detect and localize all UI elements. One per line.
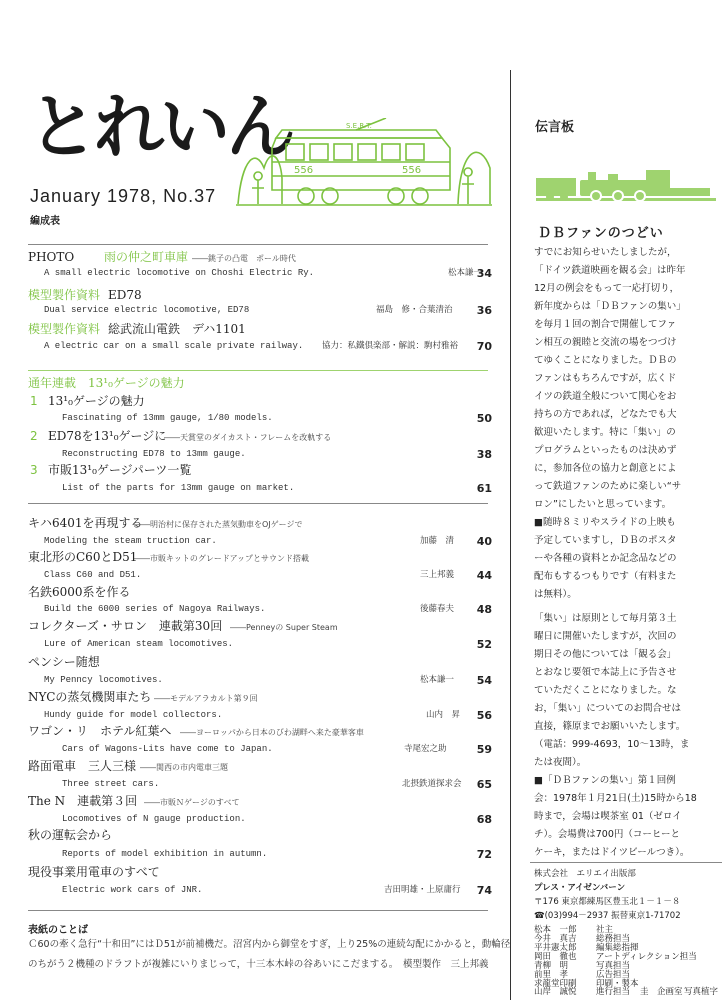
serial-heading: 通年連載 13¹₀ゲージの魅力 (28, 376, 185, 390)
sidebar-line: 会：1978年１月21日(土)15時から18 (534, 793, 697, 804)
divider (28, 910, 488, 911)
serial-english: List of the parts for 13mm gauge on market. (62, 483, 295, 493)
staff-role: 広告担当 (596, 970, 631, 980)
serial-subtitle: ――天賞堂のダイカスト・フレームを改軌する (164, 433, 332, 442)
article-english: Locomotives of N gauge production. (62, 814, 246, 824)
staff-role: 印刷・製本 (596, 979, 639, 989)
serial-number: 3 (30, 463, 38, 477)
entry-author: 松本謙一 (448, 268, 483, 278)
contents-heading: 編成表 (30, 216, 60, 227)
sidebar-line: 「集い」は原則として毎月第３土 (534, 613, 677, 624)
article-title: 東北形のC60とD51 (28, 550, 138, 564)
sidebar-line: ■随時８ミリやスライドの上映も (534, 517, 676, 528)
cover-note-line: のちがう２機種のドラフトが複雑にいりまじって，十三本木峠の谷あいにこだまする。 模型製作 三上邦義 (28, 959, 489, 970)
sidebar-line: 配布もするつもりです（有料また (534, 571, 677, 582)
article-subtitle: ――市販キットのグレードアップとサウンド搭載 (134, 554, 310, 563)
entry-english: Dual service electric locomotive, ED78 (44, 305, 250, 315)
sidebar-line: 新年度からは「ＤＢファンの集い」 (534, 301, 686, 312)
article-english: Hundy guide for model collectors. (44, 710, 223, 720)
article-page: 56 (476, 709, 492, 722)
divider (28, 244, 488, 245)
sidebar-line: とおなじ要領で本誌上に予告させ (534, 667, 677, 678)
locomotive-icon (536, 164, 716, 204)
article-title: キハ6401を再現する (28, 516, 143, 530)
sidebar-line: 歓迎いたします。特に「集い」の (534, 427, 676, 438)
sidebar-title: 伝言板 (535, 120, 575, 135)
entry-author: 福島 修・合葉清治 (376, 305, 453, 315)
article-author: 松本謙一 (420, 675, 455, 685)
article-page: 65 (476, 778, 492, 791)
sidebar-line: ファンはもちろんですが，広くド (534, 373, 677, 384)
serial-english: Reconstructing ED78 to 13mm gauge. (62, 449, 246, 459)
sidebar-line: すでにお知らせいたしましたが， (534, 247, 677, 258)
entry-label: 模型製作資料 (28, 322, 101, 336)
article-title: 現役事業用電車のすべて (28, 865, 160, 879)
staff-role: アートディレクション担当 (596, 952, 697, 962)
staff-role: 編集総指揮 (596, 943, 639, 953)
entry-subtitle: ――銚子の凸電 ポール時代 (192, 254, 296, 263)
staff-role: 社主 (596, 925, 614, 935)
article-english: Build the 6000 series of Nagoya Railways. (44, 604, 266, 614)
column-divider (510, 70, 511, 1000)
cover-note-line: Ｃ60の牽く急行“十和田”にはＤ51が前補機だ。沼宮内から御堂をすぎ，上り25%の連続勾配にかかると，動輪径 (28, 939, 511, 950)
staff-name: 圭 企画室 (640, 987, 683, 997)
sidebar-line: ケーキ，またはドイツビールつき）。 (534, 847, 690, 858)
cover-note-title: 表紙のことば (28, 925, 88, 936)
article-english: Three street cars. (62, 779, 160, 789)
article-author: 後藤春夫 (420, 604, 455, 614)
sidebar-line: お，「集い」についてのお問合せは (534, 703, 682, 714)
article-page: 44 (476, 569, 492, 582)
sidebar-line: チ）。会場費は700円（コーヒーと (534, 829, 681, 840)
sidebar-line: プログラムといったものは決めず (534, 445, 677, 456)
staff-name: 山岸 誠悦 (534, 987, 577, 997)
article-english: Modeling the steam truction car. (44, 536, 217, 546)
sidebar-line: は無料）。 (534, 589, 577, 600)
article-author: 寺尾宏之助 (404, 744, 447, 754)
sidebar-line: 予定していますし，ＤＢのポスタ (534, 535, 677, 546)
article-author: 吉田明雄・上原庸行 (384, 885, 461, 895)
article-author: 北摂鉄道探求会 (402, 779, 462, 789)
staff-name: 平井憲太郎 (534, 943, 577, 953)
article-title: ペンシー随想 (28, 655, 100, 669)
sidebar-line: てゆくことになりました。ＤＢの (534, 355, 677, 366)
staff-name: 前里 孝 (534, 970, 569, 980)
article-subtitle: ――市販Ｎゲージのすべて (144, 798, 240, 807)
article-title: The N 連載第３回 (28, 794, 138, 808)
sidebar-line: に，参加各位の協力と創意とによ (534, 463, 677, 474)
article-page: 48 (476, 603, 492, 616)
entry-author: 協力：私鐵倶楽部・解説：駒村雅裕 (322, 341, 459, 351)
staff-role: 進行担当 (596, 987, 631, 997)
article-title: 秋の運転会から (28, 828, 113, 842)
divider (28, 503, 488, 504)
article-author: 加藤 清 (420, 536, 455, 546)
article-title: ワゴン・リ ホテル紅葉へ (28, 724, 172, 738)
entry-english: A electric car on a small scale private railway. (44, 341, 304, 351)
article-page: 40 (476, 535, 492, 548)
sidebar-line: 12月の例会をもって一応打切り， (534, 283, 680, 294)
article-title: 路面電車 三人三様 (28, 759, 137, 773)
article-subtitle: ――Penneyの Super Steam (230, 623, 338, 632)
sidebar-line: ていただくことになりました。な (534, 685, 677, 696)
article-page: 59 (476, 743, 492, 756)
sidebar-line: って鉄道ファンのために楽しい“サ (534, 481, 682, 492)
serial-english: Fascinating of 13mm gauge, 1/80 models. (62, 413, 273, 423)
staff-name: 青柳 明 (534, 961, 569, 971)
sidebar-line: ロン”にしたいと思っています。 (534, 499, 672, 510)
tram-number-left: 556 (294, 165, 314, 176)
publisher-name: プレス・アイゼンバーン (534, 883, 626, 893)
article-page: 54 (476, 674, 492, 687)
publisher-phone: ☎(03)994－2937 振替東京1-71702 (534, 911, 681, 921)
article-page: 74 (476, 884, 492, 897)
serial-page: 61 (476, 482, 492, 495)
sidebar-line: を毎月１回の割合で開催してファ (534, 319, 677, 330)
sidebar-article-title: ＤＢファンのつどい (538, 226, 664, 241)
serial-title: 13¹₀ゲージの魅力 (48, 394, 145, 408)
article-subtitle: ――ヨーロッパから日本のびわ湖畔へ来た豪華客車 (180, 728, 364, 737)
article-page: 72 (476, 848, 492, 861)
publisher-company: 株式会社 エリエイ出版部 (534, 869, 636, 879)
article-subtitle: ――関西の市内電車三題 (140, 763, 228, 772)
serial-page: 50 (476, 412, 492, 425)
article-title: 名鉄6000系を作る (28, 585, 131, 599)
article-page: 52 (476, 638, 492, 651)
article-author: 山内 昇 (426, 710, 461, 720)
article-english: Lure of American steam locomotives. (44, 639, 234, 649)
serial-title: ED78を13¹₀ゲージに (48, 429, 167, 443)
sidebar-line: 持ちの方であれば，どなたでも大 (534, 409, 677, 420)
serial-title: 市販13¹₀ゲージパーツ一覧 (48, 463, 192, 477)
staff-name: 岡田 徹也 (534, 952, 577, 962)
article-english: My Penncy locomotives. (44, 675, 163, 685)
article-english: Reports of model exhibition in autumn. (62, 849, 268, 859)
staff-name: 今井 真吉 (534, 934, 577, 944)
entry-title: 総武流山電鉄 デハ1101 (108, 322, 246, 336)
sidebar-line: （電話：999-4693，10～13時，ま (534, 739, 690, 750)
serial-number: 2 (30, 429, 38, 443)
staff-name: 松本 一郎 (534, 925, 577, 935)
entry-label: 模型製作資料 (28, 288, 101, 302)
serial-number: 1 (30, 394, 38, 408)
entry-title: 雨の仲之町車庫 (104, 250, 189, 264)
staff-role: 写真担当 (596, 961, 631, 971)
entry-label: PHOTO (28, 250, 75, 264)
sidebar-line: ン相互の親睦と交流の場をつづけ (534, 337, 677, 348)
tram-illustration (236, 118, 492, 208)
article-title: NYCの蒸気機関車たち (28, 690, 152, 704)
entry-title: ED78 (108, 288, 142, 302)
tram-number-right: 556 (402, 165, 422, 176)
sidebar-line: 「ドイツ鉄道映画を観る会」は昨年 (534, 265, 686, 276)
divider (28, 370, 488, 371)
staff-role: 写真植字 (684, 987, 719, 997)
sidebar-line: ■「ＤＢファンの集い」第１回例 (534, 775, 676, 786)
sidebar-line: 直接，篠原までお願いいたします。 (534, 721, 686, 732)
tram-sign: S.E.R.T. (346, 122, 372, 130)
article-subtitle: ――モデルアラカルト第９回 (154, 694, 258, 703)
sidebar-line: 時まで，会場は喫茶室 01（ゼロイ (534, 811, 682, 822)
article-page: 68 (476, 813, 492, 826)
article-english: Class C60 and D51. (44, 570, 142, 580)
magazine-logo: とれいん (28, 86, 292, 168)
article-english: Electric work cars of JNR. (62, 885, 203, 895)
entry-page: 70 (476, 340, 492, 353)
sidebar-line: ーや各種の資料とか記念品などの (534, 553, 677, 564)
article-subtitle: ――明治村に保存された蒸気動車をOJゲージで (134, 520, 303, 529)
divider (530, 862, 722, 863)
sidebar-line: 期日その他については「観る会」 (534, 649, 677, 660)
issue-number: January 1978, No.37 (30, 186, 217, 206)
article-title: コレクターズ・サロン 連載第30回 (28, 619, 223, 633)
sidebar-line: たは夜間）。 (534, 757, 587, 768)
publisher-address: 〒176 東京都練馬区豊玉北１－１－８ (534, 897, 681, 907)
entry-english: A small electric locomotive on Choshi Electric Ry. (44, 268, 315, 278)
entry-page: 34 (476, 267, 492, 280)
sidebar-line: イツの鉄道全般について関心をお (534, 391, 677, 402)
sidebar-line: 曜日に開催いたしますが，次回の (534, 631, 677, 642)
article-english: Cars of Wagons-Lits have come to Japan. (62, 744, 273, 754)
staff-role: 総務担当 (596, 934, 631, 944)
entry-page: 36 (476, 304, 492, 317)
article-author: 三上邦義 (420, 570, 455, 580)
staff-name: 求龍堂印刷 (534, 979, 577, 989)
serial-page: 38 (476, 448, 492, 461)
